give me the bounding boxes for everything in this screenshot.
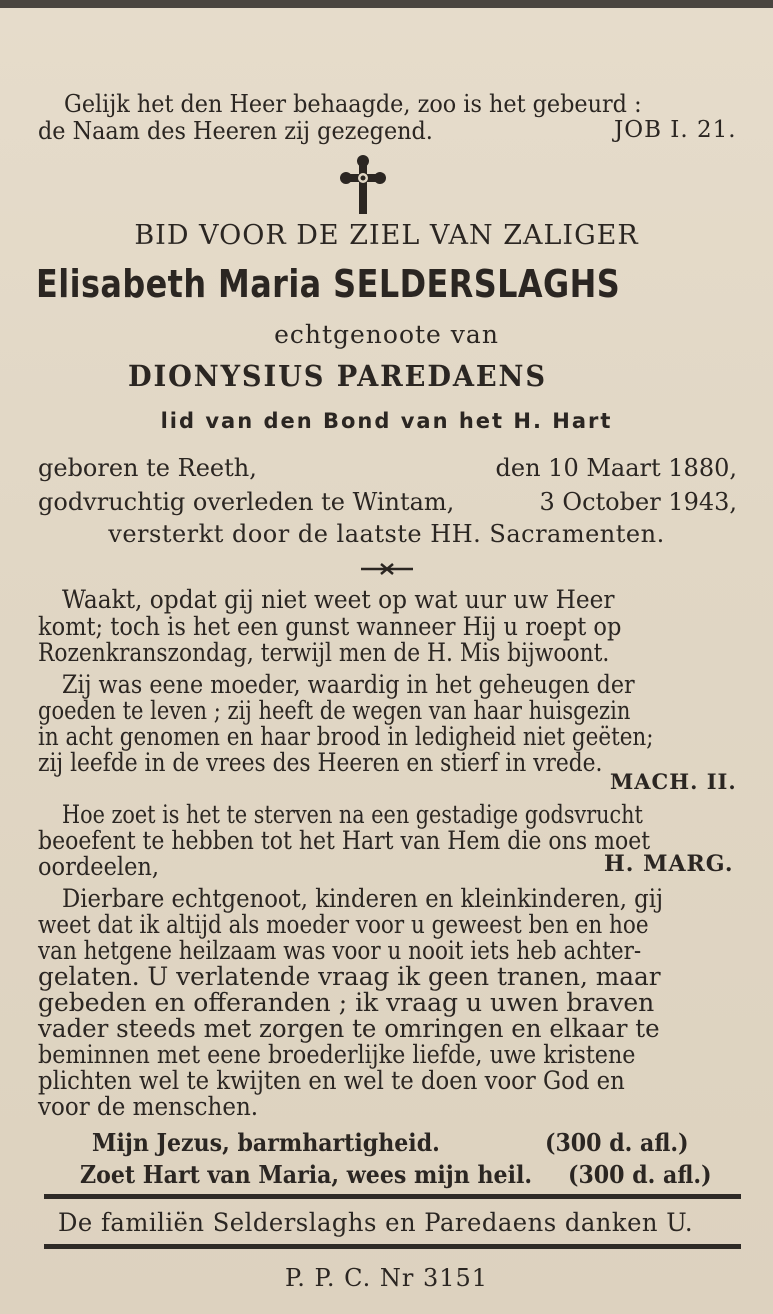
paragraph-2-line-3: in acht genomen en haar brood in ledigheid niet geëten;	[38, 722, 654, 751]
paragraph-4-line-3: van hetgene heilzaam was voor u nooit iets heb achter-	[38, 936, 642, 965]
paragraph-2-line-1: Zij was eene moeder, waardig in het geheugen der	[62, 670, 635, 699]
birth-row	[38, 454, 737, 482]
paragraph-2-reference: MACH. II.	[610, 769, 737, 794]
divider-bottom	[44, 1244, 741, 1249]
paragraph-2-line-2: goeden te leven ; zij heeft de wegen van haar huisgezin	[38, 696, 631, 725]
ornament-icon	[359, 562, 415, 576]
deceased-name: Elisabeth Maria SELDERSLAGHS	[36, 262, 621, 306]
birth-place: geboren te Reeth,	[38, 454, 257, 482]
spouse-name: DIONYSIUS PAREDAENS	[128, 359, 547, 393]
paragraph-1-line-2: komt; toch is het een gunst wanneer Hij u roept op	[38, 612, 622, 641]
cross-icon	[340, 154, 386, 216]
paragraph-2-line-4: zij leefde in de vrees des Heeren en stierf in vrede.	[38, 748, 603, 777]
paragraph-3-reference: H. MARG.	[604, 851, 734, 877]
verse-line-2: de Naam des Heeren zij gezegend.	[38, 117, 433, 145]
paragraph-4-line-8: plichten wel te kwijten en wel te doen voor God en	[38, 1066, 625, 1095]
prayer-heading: BID VOOR DE ZIEL VAN ZALIGER	[134, 220, 639, 251]
prayer-2: Zoet Hart van Maria, wees mijn heil.	[80, 1160, 533, 1189]
paragraph-4-line-9: voor de menschen.	[38, 1092, 259, 1121]
verse-line-1: Gelijk het den Heer behaagde, zoo is het gebeurd :	[64, 90, 642, 118]
paragraph-4-line-6: vader steeds met zorgen te omringen en elkaar te	[38, 1014, 660, 1043]
spouse-intro: echtgenoote van	[274, 320, 499, 349]
sacraments-line: versterkt door de laatste HH. Sacramenten.	[108, 520, 665, 548]
paragraph-3-line-2: beoefent te hebben tot het Hart van Hem die ons moet	[38, 826, 651, 855]
prayer-1-indulgence: (300 d. afl.)	[545, 1128, 689, 1157]
printer-number: P. P. C. Nr 3151	[284, 1264, 489, 1292]
membership: lid van den Bond van het H. Hart	[160, 409, 613, 433]
prayer-2-indulgence: (300 d. afl.)	[568, 1160, 712, 1189]
death-date: 3 October 1943,	[539, 488, 737, 516]
paragraph-4-line-2: weet dat ik altijd als moeder voor u geweest ben en hoe	[38, 910, 649, 939]
paragraph-3-line-1: Hoe zoet is het te sterven na een gestadige godsvrucht	[62, 800, 643, 829]
paragraph-4-line-5: gebeden en offeranden ; ik vraag u uwen braven	[38, 988, 655, 1017]
paragraph-3-line-3: oordeelen,	[38, 852, 160, 881]
paragraph-4-line-1: Dierbare echtgenoot, kinderen en kleinkinderen, gij	[62, 884, 664, 913]
death-row	[38, 488, 737, 516]
paragraph-4-line-7: beminnen met eene broederlijke liefde, uwe kristene	[38, 1040, 636, 1069]
paragraph-1-line-1: Waakt, opdat gij niet weet op wat uur uw Heer	[62, 585, 615, 614]
death-place: godvruchtig overleden te Wintam,	[38, 488, 455, 516]
verse-reference: JOB I. 21.	[614, 117, 737, 143]
birth-date: den 10 Maart 1880,	[495, 454, 737, 482]
paragraph-1-line-3: Rozenkranszondag, terwijl men de H. Mis bijwoont.	[38, 638, 610, 667]
thanks-line: De familiën Selderslaghs en Paredaens danken U.	[58, 1208, 694, 1237]
prayer-1: Mijn Jezus, barmhartigheid.	[92, 1128, 440, 1157]
paragraph-4-line-4: gelaten. U verlatende vraag ik geen tranen, maar	[38, 962, 661, 991]
divider-top	[44, 1194, 741, 1199]
